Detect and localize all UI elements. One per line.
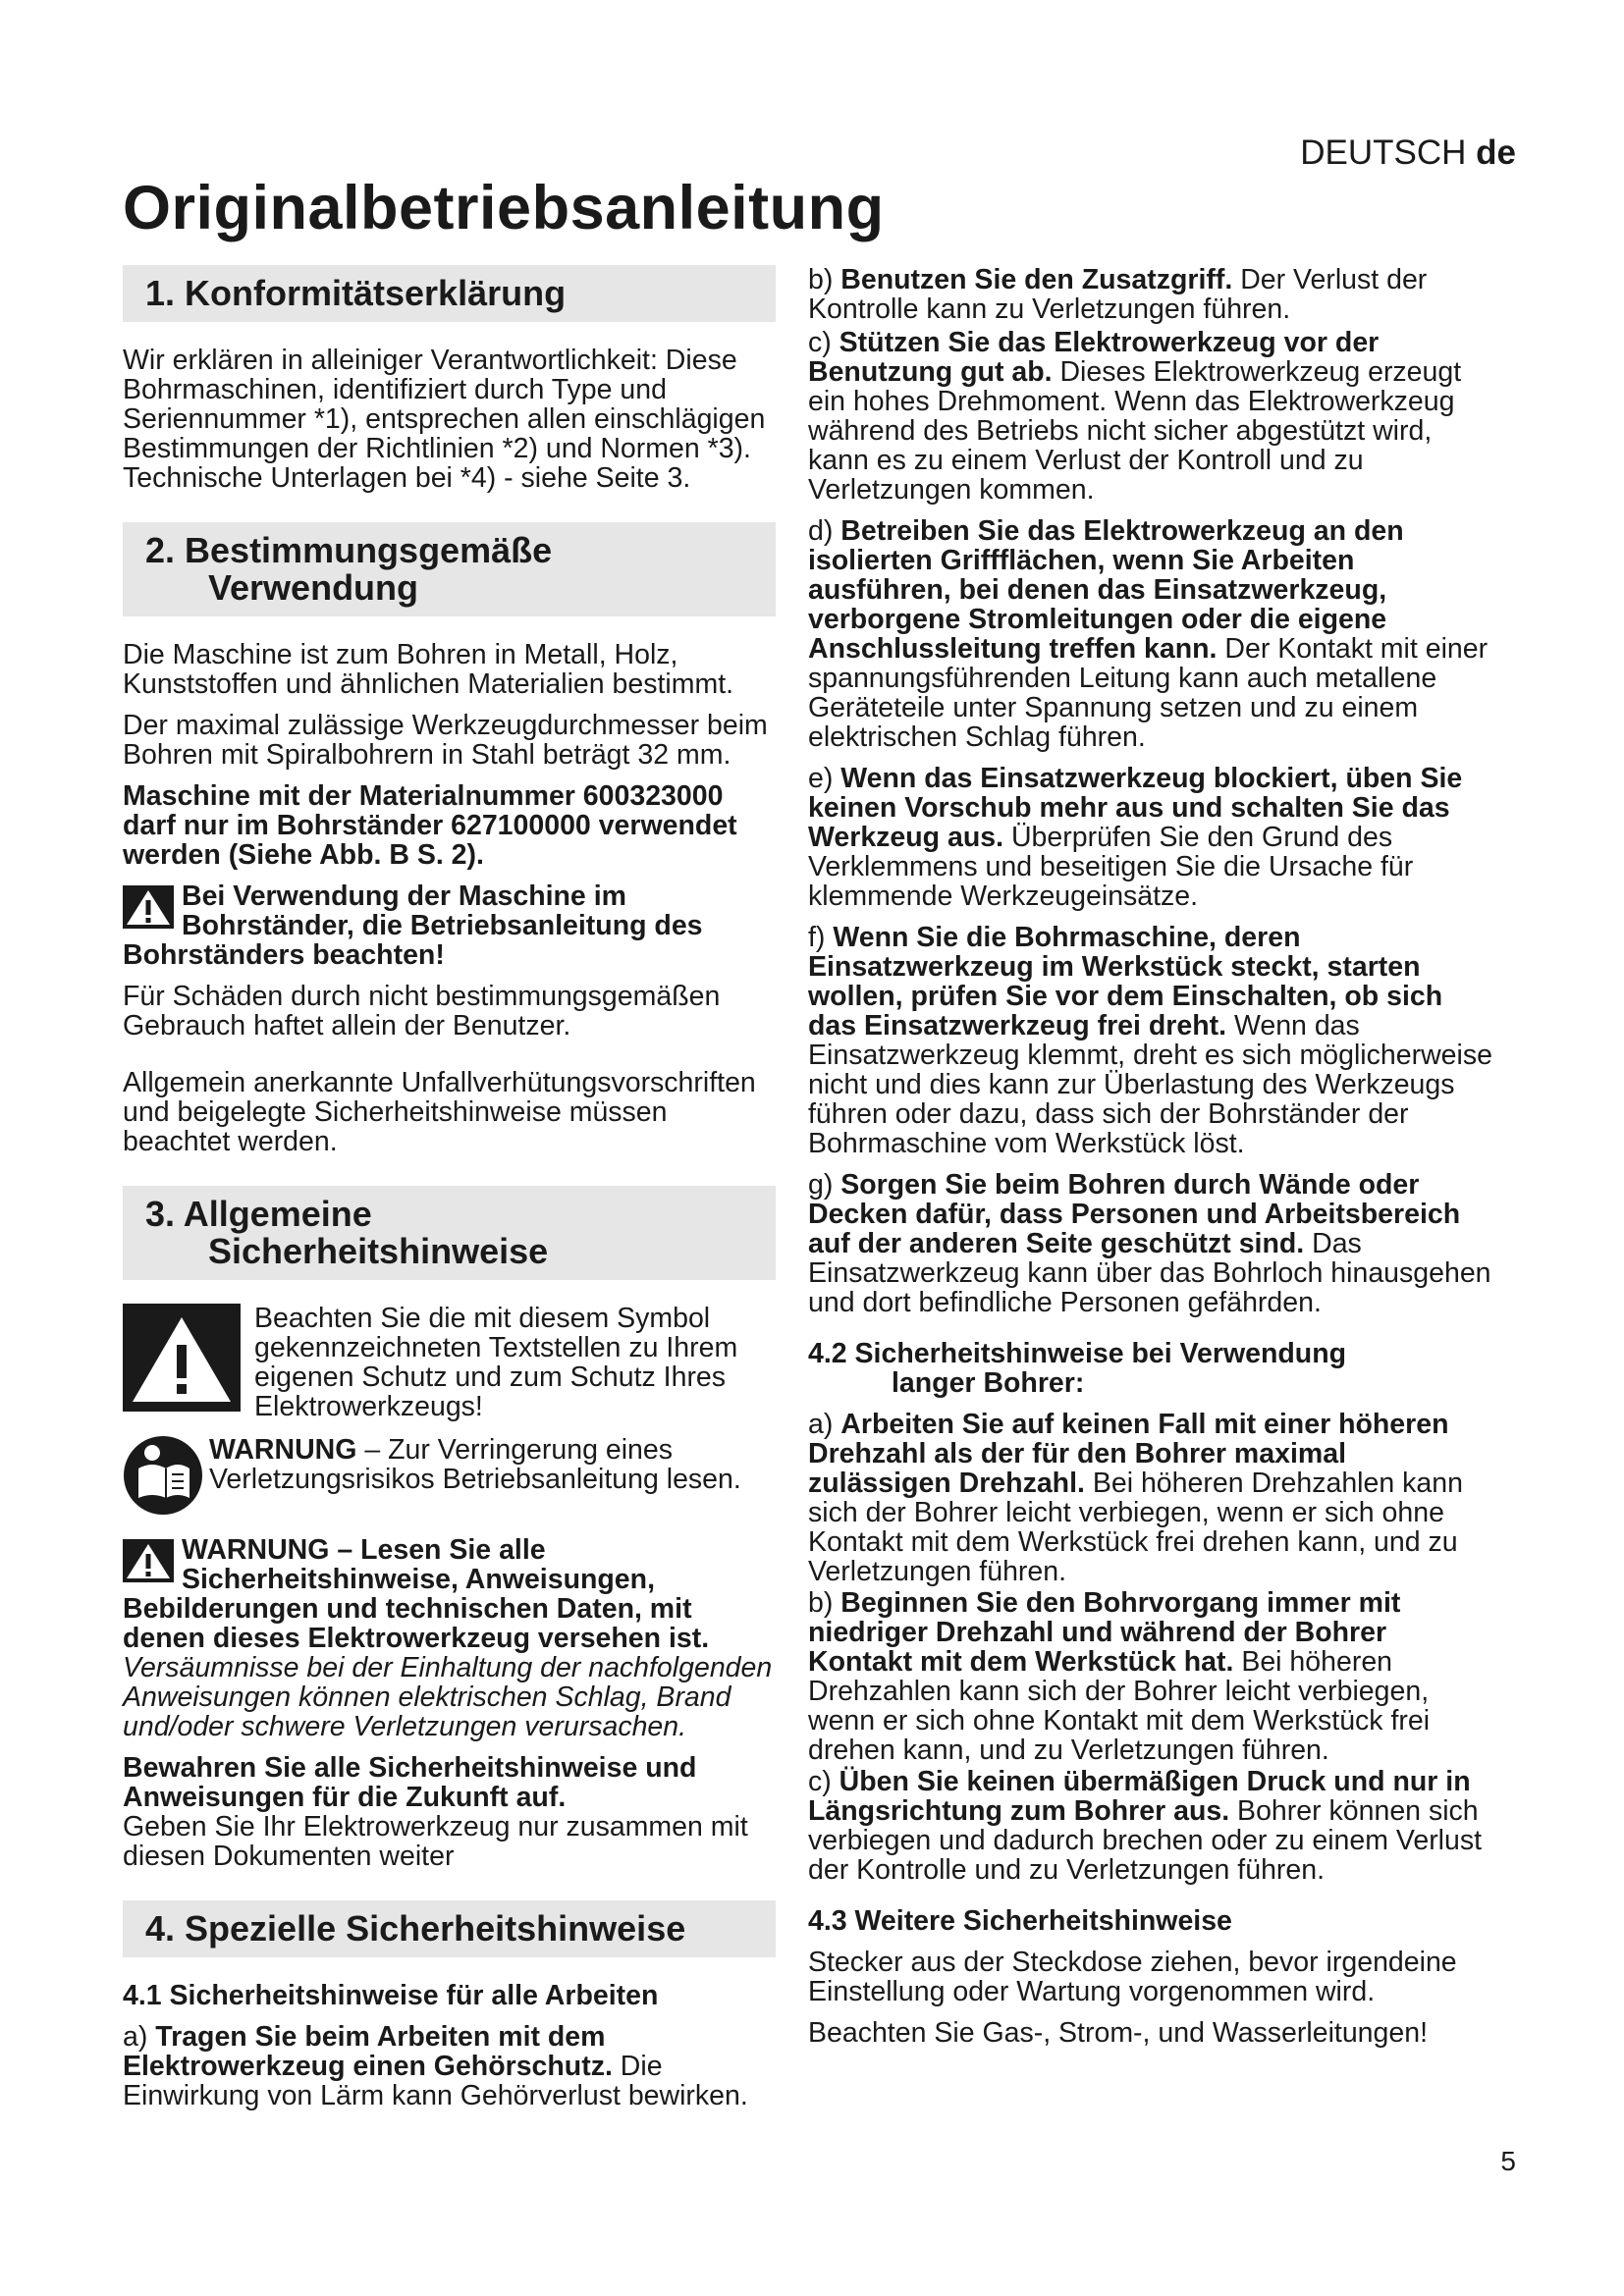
section-2-heading <box>123 522 776 616</box>
general-warning-bold: WARNUNG – Lesen Sie alle Sicherheitshinweise, Anweisungen, Bebilderungen und technischen Daten, mit denen dieses Elektrowerkzeug versehen ist. <box>123 1534 710 1654</box>
subsection-4-3-heading: 4.3 Weitere Sicherheitshinweise <box>808 1905 1232 1937</box>
section-2-p4: Für Schäden durch nicht bestimmungsgemäßen Gebrauch haftet allein der Benutzer. <box>123 981 721 1041</box>
item-4-1-a <box>123 2022 776 2110</box>
item-e-text: Überprüfen Sie den Grund des Verklemmens und beseitigen Sie die Ursache für klemmende Werkzeugeinsätze. <box>808 822 1414 912</box>
general-warning-italic: Versäumnisse bei der Einhaltung der nachfolgenden Anweisungen können elektrischen Schlag, Brand und/oder schwere Verletzungen verursachen. <box>123 1652 773 1742</box>
section-3-heading-line1: 3. Allgemeine <box>145 1194 372 1234</box>
section-2-p3: Maschine mit der Materialnummer 600323000 darf nur im Bohrständer 627100000 verwendet werden (Siehe Abb. B S. 2). <box>123 780 737 871</box>
item-4-1-g <box>808 1170 1495 1317</box>
item-4-2-a-prefix: a) <box>808 1409 841 1440</box>
item-d-prefix: d) <box>808 515 841 547</box>
item-b-text: Der Verlust der Kontrolle kann zu Verletzungen führen. <box>808 264 1428 325</box>
item-4-1-b <box>808 265 1495 324</box>
item-4-2-c-prefix: c) <box>808 1766 839 1797</box>
item-4-2-b-text: Bei höheren Drehzahlen kann sich der Bohrer leicht verbiegen, wenn er sich ohne Kontakt mit dem Werkstück frei drehen kann, und zu Verletzungen führen. <box>808 1646 1431 1766</box>
item-c-prefix: c) <box>808 327 839 358</box>
general-warning <box>123 1535 776 1741</box>
section-4-heading-text: 4. Spezielle Sicherheitshinweise <box>145 1908 686 1949</box>
item-g-prefix: g) <box>808 1169 841 1201</box>
section-1-body: Wir erklären in alleiniger Verantwortlichkeit: Diese Bohrmaschinen, identifiziert durch Type und Seriennummer *1), entsprechen allen einschlägigen Bestimmungen der Richtlinien *2) und Normen *3). Technische Unterlagen bei *4) - siehe Seite 3. <box>123 345 766 494</box>
section-3-heading-line2: Sicherheitshinweise <box>208 1231 549 1271</box>
item-a-prefix: a) <box>123 2021 156 2053</box>
item-4-1-e <box>808 764 1495 911</box>
read-manual-body: – Zur Verringerung eines Verletzungsrisikos Betriebsanleitung lesen. <box>209 1434 741 1495</box>
item-f-text: Wenn das Einsatzwerkzeug klemmt, dreht es sich möglicherweise nicht und dies kann zur Überlastung des Werkzeugs führen oder dazu, dass sich der Bohrständer der Bohrmaschine vom Werkstück löst. <box>808 1010 1492 1159</box>
item-4-2-c-text: Bohrer können sich verbiegen und dadurch brechen oder zu einem Verlust der Kontrolle und zu Verletzungen führen. <box>808 1795 1483 1886</box>
keep-instructions-bold: Bewahren Sie alle Sicherheitshinweise und Anweisungen für die Zukunft auf. <box>123 1752 697 1813</box>
section-1-heading <box>123 265 776 322</box>
item-b-bold: Benutzen Sie den Zusatzgriff. <box>840 264 1233 295</box>
item-f-bold: Wenn Sie die Bohrmaschine, deren Einsatzwerkzeug im Werkstück steckt, starten wollen, prüfen Sie vor dem Einschalten, ob sich das Einsatzwerkzeug frei dreht. <box>808 922 1443 1041</box>
warning-icon <box>123 885 174 929</box>
item-4-2-b <box>808 1588 1495 1765</box>
item-4-1-f <box>808 923 1495 1158</box>
item-e-bold: Wenn das Einsatzwerkzeug blockiert, üben Sie keinen Vorschub mehr aus und schalten Sie das Werkzeug aus. <box>808 763 1463 853</box>
section-3-heading <box>123 1186 776 1280</box>
right-column <box>808 265 1495 2059</box>
subsection-4-2-heading <box>808 1339 1495 1398</box>
section-2-heading-line2: Verwendung <box>208 567 419 608</box>
warning-icon <box>123 1539 174 1582</box>
item-4-2-b-prefix: b) <box>808 1587 841 1619</box>
item-g-bold: Sorgen Sie beim Bohren durch Wände oder Decken dafür, dass Personen und Arbeitsbereich auf der anderen Seite geschützt sind. <box>808 1169 1461 1259</box>
page-title: Originalbetriebsanleitung <box>123 174 885 242</box>
section-4-3-p1: Stecker aus der Steckdose ziehen, bevor irgendeine Einstellung oder Wartung vorgenommen wird. <box>808 1947 1457 2007</box>
item-e-prefix: e) <box>808 763 841 794</box>
item-g-text: Das Einsatzwerkzeug kann über das Bohrloch hinausgehen und dort befindliche Personen gefährden. <box>808 1228 1491 1318</box>
section-4-3-p2: Beachten Sie Gas-, Strom-, und Wasserleitungen! <box>808 2017 1428 2049</box>
section-2-heading-line1: 2. Bestimmungsgemäße <box>145 530 553 570</box>
subsection-4-2-line1: 4.2 Sicherheitshinweise bei Verwendung <box>808 1338 1347 1369</box>
read-manual-text <box>209 1435 776 1494</box>
item-f-prefix: f) <box>808 922 834 953</box>
language-code: de <box>1476 133 1516 172</box>
read-manual-warning-word: WARNUNG <box>209 1434 357 1466</box>
page-number: 5 <box>1500 2146 1516 2176</box>
left-column <box>123 265 776 2122</box>
symbol-note-text: Beachten Sie die mit diesem Symbol gekennzeichneten Textstellen zu Ihrem eigenen Schutz und zum Schutz Ihres Elektrowerkzeugs! <box>254 1303 738 1422</box>
section-2-p2: Der maximal zulässige Werkzeugdurchmesser beim Bohren mit Spiralbohrern in Stahl beträgt 32 mm. <box>123 710 768 771</box>
item-a-bold: Tragen Sie beim Arbeiten mit dem Elektrowerkzeug einen Gehörschutz. <box>123 2021 613 2082</box>
section-2-warning-text: Bei Verwendung der Maschine im Bohrständer, die Betriebsanleitung des Bohrständers beachten! <box>123 881 703 971</box>
read-manual-note <box>123 1435 776 1516</box>
read-manual-icon <box>123 1435 203 1516</box>
item-4-2-c-bold: Üben Sie keinen übermäßigen Druck und nur in Längsrichtung zum Bohrer aus. <box>808 1766 1471 1827</box>
item-4-2-a <box>808 1410 1495 1586</box>
item-a-text: Die Einwirkung von Lärm kann Gehörverlust bewirken. <box>123 2051 748 2111</box>
item-d-bold: Betreiben Sie das Elektrowerkzeug an den isolierten Griffflächen, wenn Sie Arbeiten ausführen, bei denen das Einsatzwerkzeug, verborgene Stromleitungen oder die eigene Anschlussleitung treffen kann. <box>808 515 1404 665</box>
language-name: DEUTSCH <box>1300 133 1467 172</box>
item-4-1-c <box>808 328 1495 505</box>
item-4-2-a-bold: Arbeiten Sie auf keinen Fall mit einer höheren Drehzahl als der für den Bohrer maximal zulässigen Drehzahl. <box>808 1409 1449 1499</box>
item-c-text: Dieses Elektrowerkzeug erzeugt ein hohes Drehmoment. Wenn das Elektrowerkzeug während des Betriebs nicht sicher abgestützt wird, kann es zu einem Verlust der Kontroll und zu Verletzungen kommen. <box>808 356 1462 506</box>
section-2-warning <box>123 881 776 970</box>
item-4-2-c <box>808 1767 1495 1885</box>
item-4-2-a-text: Bei höheren Drehzahlen kann sich der Bohrer leicht verbiegen, wenn er sich ohne Kontakt mit dem Werkstück frei drehen kann, und zu Verletzungen führen. <box>808 1468 1463 1587</box>
subsection-4-2-line2: langer Bohrer: <box>892 1367 1085 1399</box>
item-4-2-b-bold: Beginnen Sie den Bohrvorgang immer mit niedriger Drehzahl und während der Bohrer Kontakt mit dem Werkstück hat. <box>808 1587 1401 1678</box>
subsection-4-1-heading: 4.1 Sicherheitshinweise für alle Arbeiten <box>123 1980 659 2011</box>
section-1-heading-text: 1. Konformitätserklärung <box>145 273 567 313</box>
section-4-heading <box>123 1900 776 1957</box>
keep-instructions-text: Geben Sie Ihr Elektrowerkzeug nur zusammen mit diesen Dokumenten weiter <box>123 1811 748 1872</box>
section-2-p1: Die Maschine ist zum Bohren in Metall, Holz, Kunststoffen und ähnlichen Materialien bestimmt. <box>123 639 734 700</box>
warning-symbol-icon <box>123 1304 241 1412</box>
item-d-text: Der Kontakt mit einer spannungsführenden Leitung kann auch metallene Geräteteile unter Spannung setzen und zu einem elektrischen Schlag führen. <box>808 633 1489 753</box>
language-label <box>1300 133 1516 173</box>
item-4-1-d <box>808 516 1495 752</box>
item-b-prefix: b) <box>808 264 841 295</box>
section-2-p5: Allgemein anerkannte Unfallverhütungsvorschriften und beigelegte Sicherheitshinweise müssen beachtet werden. <box>123 1067 756 1157</box>
keep-instructions <box>123 1753 776 1871</box>
item-c-bold: Stützen Sie das Elektrowerkzeug vor der Benutzung gut ab. <box>808 327 1380 388</box>
symbol-note <box>123 1304 776 1421</box>
